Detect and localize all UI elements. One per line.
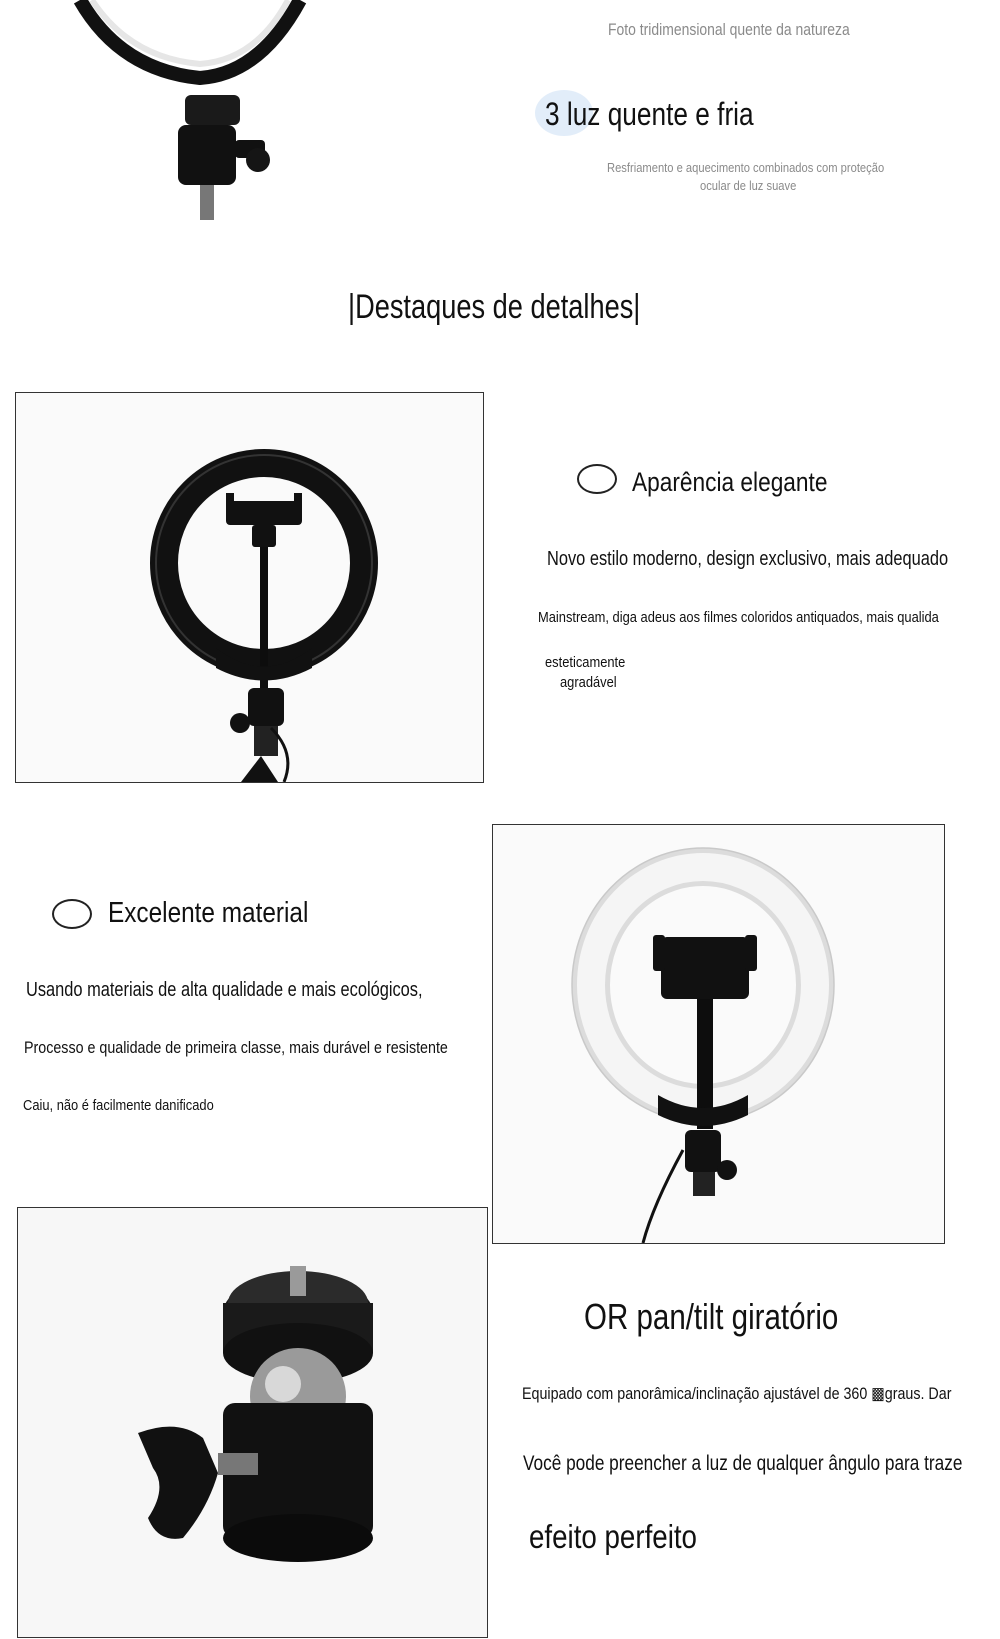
ring-light-black-image bbox=[15, 392, 484, 783]
pantilt-line3: efeito perfeito bbox=[529, 1518, 697, 1555]
warm-cold-desc-line2: ocular de luz suave bbox=[700, 178, 797, 193]
elegant-line1: Novo estilo moderno, design exclusivo, mais adequado bbox=[547, 548, 949, 570]
pantilt-line1: Equipado com panorâmica/inclinação ajustável de 360 ▩graus. Dar bbox=[522, 1384, 952, 1403]
pantilt-line2: Você pode preencher a luz de qualquer ângulo para traze bbox=[523, 1452, 963, 1475]
section-heading: |Destaques de detalhes| bbox=[348, 288, 641, 326]
nature-caption: Foto tridimensional quente da natureza bbox=[608, 20, 850, 39]
material-line1: Usando materiais de alta qualidade e mais ecológicos, bbox=[26, 979, 423, 1001]
material-line2: Processo e qualidade de primeira classe, mais durável e resistente bbox=[24, 1038, 448, 1057]
ring-light-white-image bbox=[492, 824, 945, 1244]
circle-bullet-icon bbox=[577, 464, 617, 494]
elegant-line3a: esteticamente bbox=[545, 654, 626, 671]
pantilt-title: OR pan/tilt giratório bbox=[584, 1296, 839, 1337]
elegant-line2: Mainstream, diga adeus aos filmes coloridos antiquados, mais qualida bbox=[538, 609, 939, 626]
top-product-image bbox=[60, 0, 320, 225]
circle-bullet-icon bbox=[52, 899, 92, 929]
ball-head-mount-image bbox=[17, 1207, 488, 1638]
elegant-line3b: agradável bbox=[560, 674, 617, 691]
warm-cold-desc-line1: Resfriamento e aquecimento combinados com proteção bbox=[607, 160, 885, 175]
warm-cold-title: 3 luz quente e fria bbox=[545, 96, 754, 132]
elegant-title: Aparência elegante bbox=[632, 467, 828, 497]
material-title: Excelente material bbox=[108, 897, 309, 929]
material-line3: Caiu, não é facilmente danificado bbox=[23, 1097, 214, 1114]
